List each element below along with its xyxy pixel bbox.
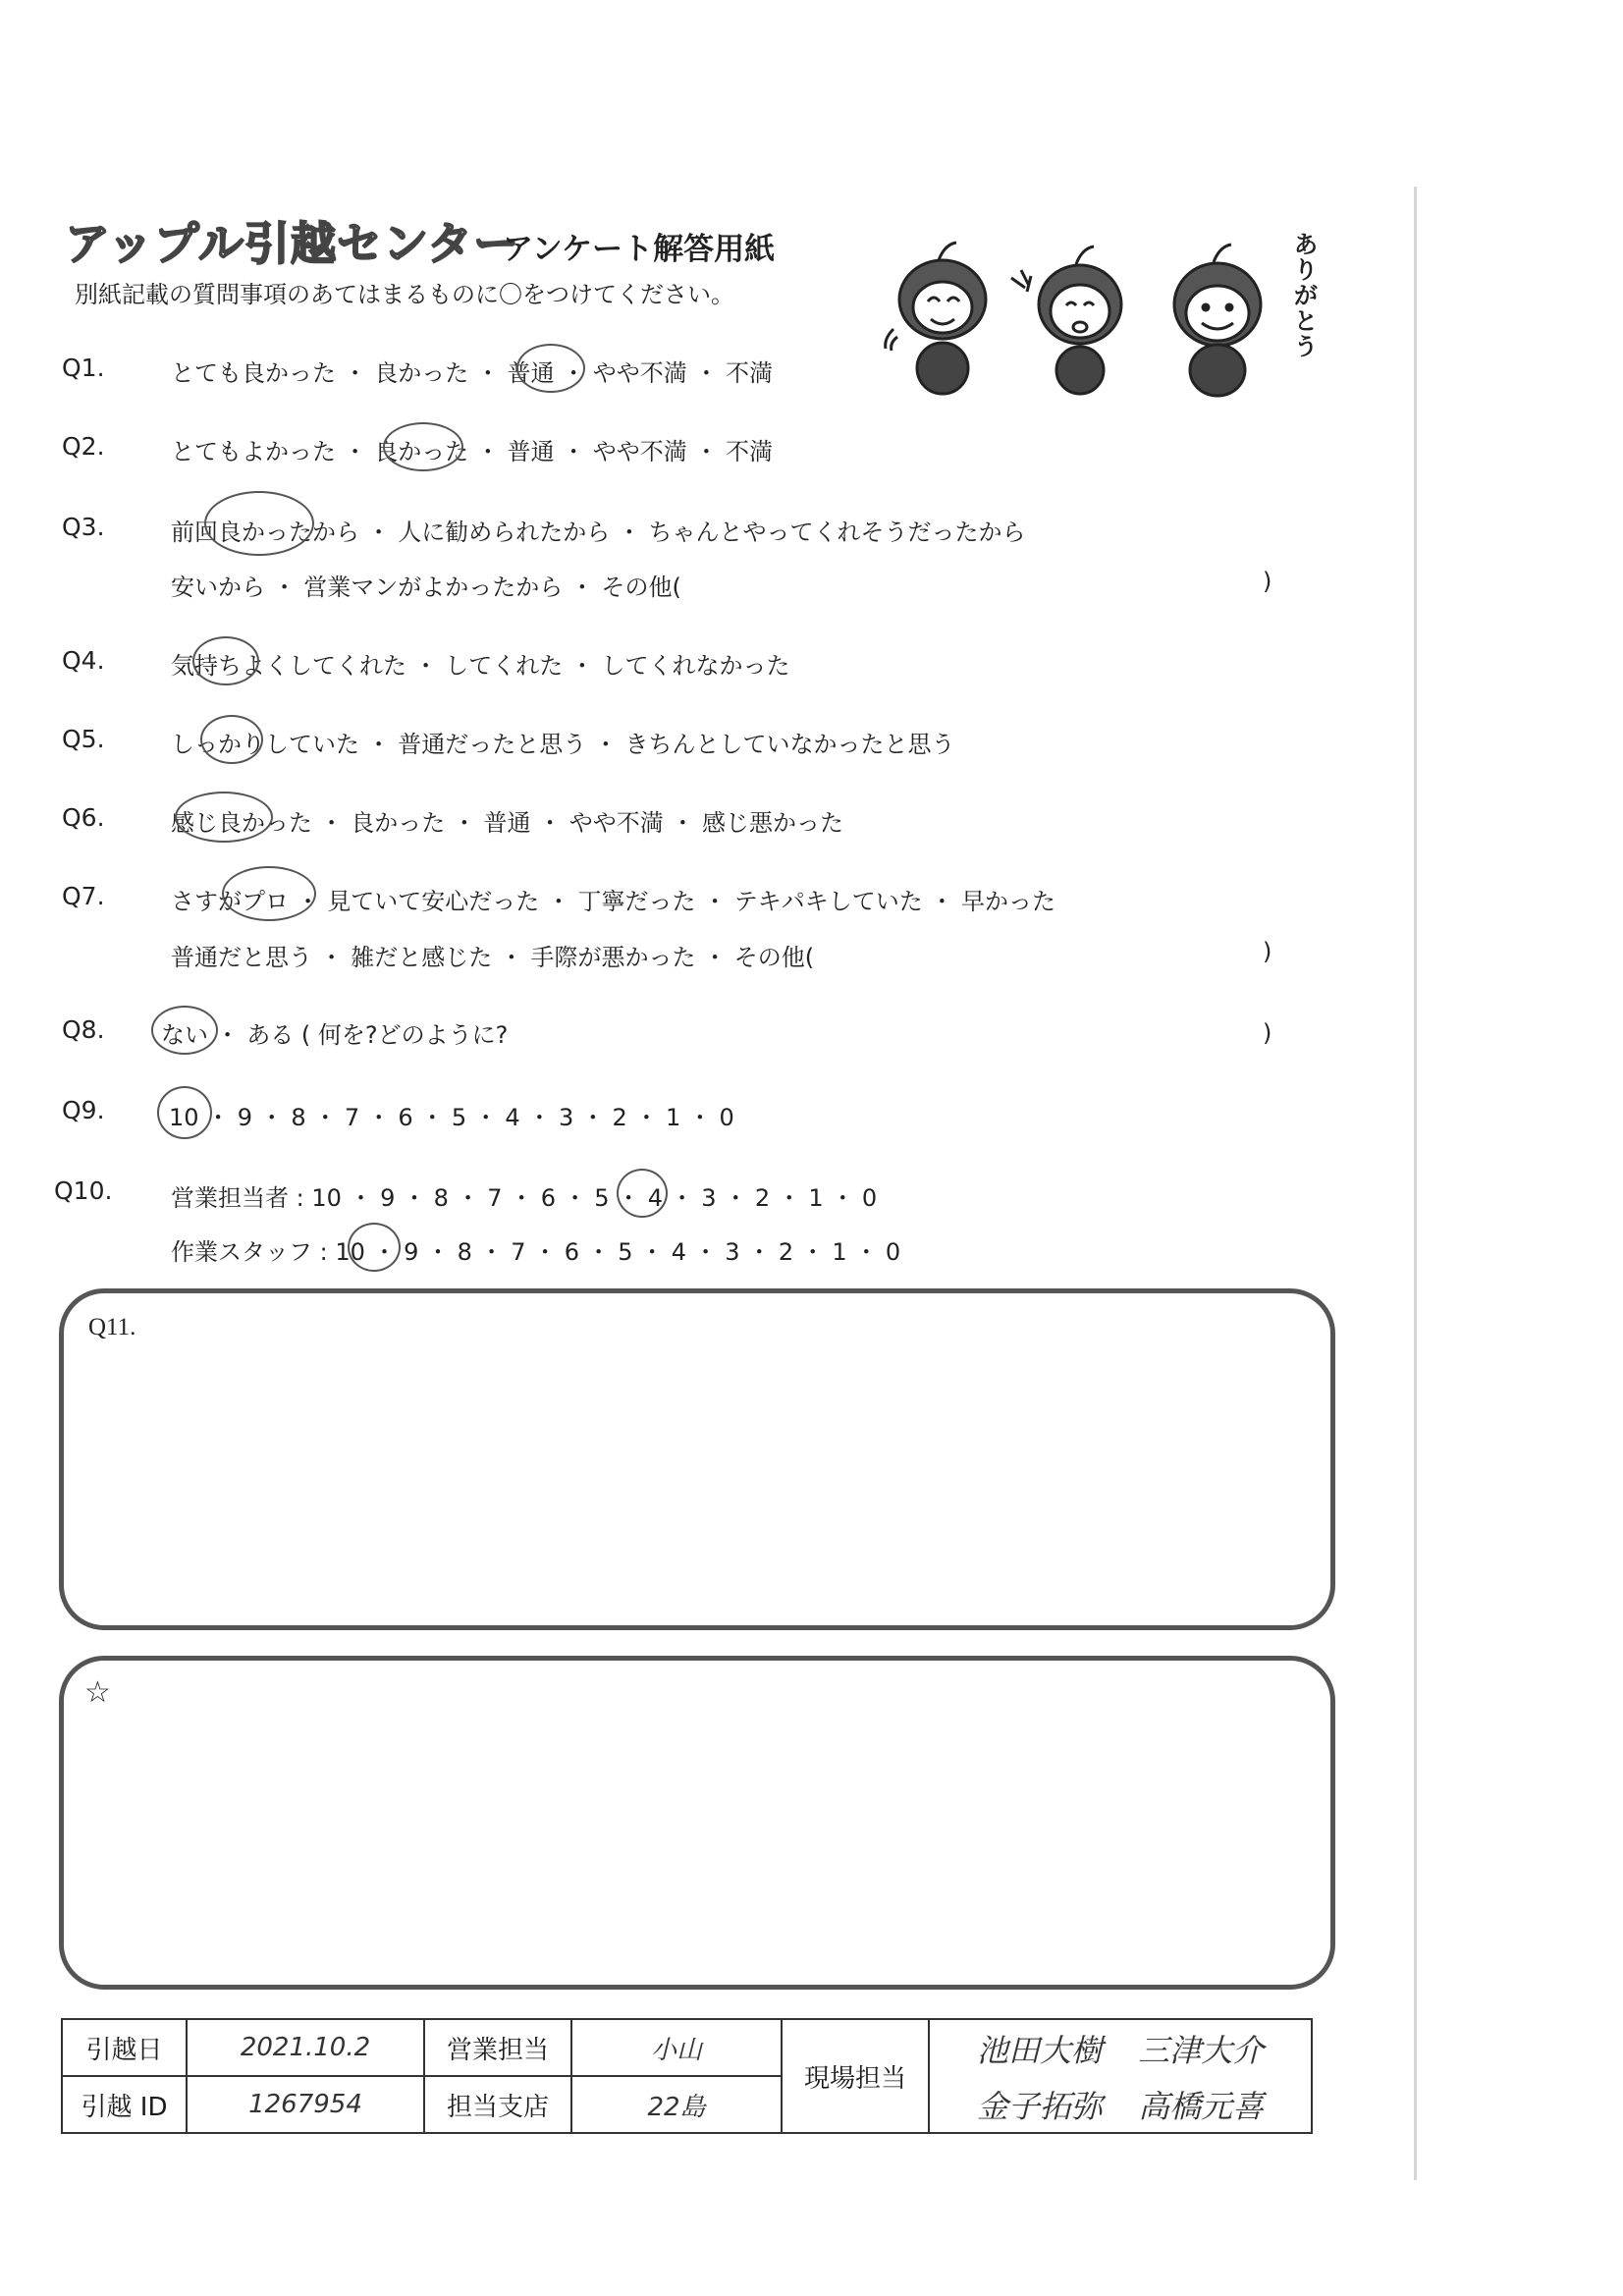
q3-options-line1: 前回良かったから ・ 人に勧められたから ・ ちゃんとやってくれそうだったから bbox=[171, 519, 1026, 546]
answer-mark-q7 bbox=[222, 866, 316, 921]
answer-mark-q5 bbox=[200, 715, 263, 764]
move-date-label: 引越日 bbox=[62, 2019, 187, 2076]
q10-staff-scale: 作業スタッフ : 10 ・ 9 ・ 8 ・ 7 ・ 6 ・ 5 ・ 4 ・ 3 ・ 2 ・ 1 ・ 0 bbox=[171, 1238, 901, 1266]
sales-value: 小山 bbox=[571, 2019, 782, 2076]
instruction-text: 別紙記載の質問事項のあてはまるものに〇をつけてください。 bbox=[75, 281, 734, 308]
site-label: 現場担当 bbox=[782, 2019, 929, 2133]
branch-value: 22島 bbox=[571, 2076, 782, 2133]
q11-comment-box[interactable] bbox=[59, 1288, 1335, 1630]
q2-options: とてもよかった ・ 良かった ・ 普通 ・ やや不満 ・ 不満 bbox=[171, 438, 774, 465]
q3-options-line2: 安いから ・ 営業マンがよかったから ・ その他( bbox=[171, 574, 681, 601]
answer-mark-q1 bbox=[516, 344, 585, 393]
site-staff-3: 金子拓弥 bbox=[976, 2087, 1103, 2125]
star-box-label: ☆ bbox=[84, 1676, 111, 1709]
footer-info-table bbox=[61, 2018, 1313, 2134]
q7-label: Q7. bbox=[62, 882, 105, 910]
move-id-value: 1267954 bbox=[187, 2076, 424, 2133]
q10-sales-scale: 営業担当者 : 10 ・ 9 ・ 8 ・ 7 ・ 6 ・ 5 ・ 4 ・ 3 ・ 2 ・ 1 ・ 0 bbox=[171, 1184, 878, 1212]
q4-label: Q4. bbox=[62, 646, 105, 675]
thanks-text: ありがとう bbox=[1294, 231, 1318, 360]
site-staff-row1 bbox=[929, 2019, 1312, 2076]
answer-mark-q4 bbox=[192, 636, 259, 685]
answer-mark-q10-staff bbox=[348, 1223, 401, 1272]
answer-mark-q2 bbox=[383, 422, 463, 471]
q7-close-paren: ) bbox=[1263, 938, 1272, 965]
q7-options-line2: 普通だと思う ・ 雑だと感じた ・ 手際が悪かった ・ その他( bbox=[171, 944, 815, 971]
answer-mark-q8 bbox=[151, 1006, 218, 1055]
q1-label: Q1. bbox=[62, 354, 105, 382]
form-title: アンケート解答用紙 bbox=[503, 232, 776, 267]
q8-label: Q8. bbox=[62, 1015, 105, 1044]
mascot-illustration bbox=[874, 221, 1325, 398]
q3-close-paren: ) bbox=[1263, 568, 1272, 595]
site-staff-4: 高橋元喜 bbox=[1138, 2087, 1265, 2125]
q11-box-label: Q11. bbox=[88, 1314, 136, 1340]
q3-label: Q3. bbox=[62, 513, 105, 541]
answer-mark-q9 bbox=[157, 1086, 212, 1139]
site-staff-1: 池田大樹 bbox=[976, 2031, 1103, 2069]
q9-scale: 10 ・ 9 ・ 8 ・ 7 ・ 6 ・ 5 ・ 4 ・ 3 ・ 2 ・ 1 ・ 0 bbox=[169, 1104, 734, 1131]
q5-label: Q5. bbox=[62, 725, 105, 753]
answer-mark-q3 bbox=[204, 491, 314, 556]
answer-mark-q10-sales bbox=[617, 1169, 668, 1218]
move-id-label: 引越 ID bbox=[62, 2076, 187, 2133]
branch-label: 担当支店 bbox=[424, 2076, 571, 2133]
q8-close-paren: ) bbox=[1263, 1019, 1272, 1047]
answer-mark-q6 bbox=[175, 792, 273, 843]
q6-label: Q6. bbox=[62, 803, 105, 832]
star-comment-box[interactable] bbox=[59, 1656, 1335, 1990]
q8-options: ない ・ ある ( 何を?どのように? bbox=[161, 1021, 509, 1049]
q2-label: Q2. bbox=[62, 432, 105, 461]
q10-label: Q10. bbox=[54, 1176, 113, 1205]
site-staff-2: 三津大介 bbox=[1138, 2031, 1265, 2069]
q1-options: とても良かった ・ 良かった ・ 普通 ・ やや不満 ・ 不満 bbox=[171, 359, 774, 387]
q7-options-line1: さすがプロ ・ 見ていて安心だった ・ 丁寧だった ・ テキパキしていた ・ 早かった bbox=[171, 888, 1056, 915]
q5-options: しっかりしていた ・ 普通だったと思う ・ きちんとしていなかったと思う bbox=[171, 731, 955, 758]
sales-label: 営業担当 bbox=[424, 2019, 571, 2076]
brand-title: アップル引越センター bbox=[65, 217, 520, 270]
q9-label: Q9. bbox=[62, 1096, 105, 1124]
scan-edge-line bbox=[1414, 187, 1417, 2180]
q4-options: 気持ちよくしてくれた ・ してくれた ・ してくれなかった bbox=[171, 652, 790, 680]
site-staff-row2 bbox=[929, 2076, 1312, 2133]
move-date-value: 2021.10.2 bbox=[187, 2019, 424, 2076]
q6-options: 感じ良かった ・ 良かった ・ 普通 ・ やや不満 ・ 感じ悪かった bbox=[171, 809, 844, 837]
